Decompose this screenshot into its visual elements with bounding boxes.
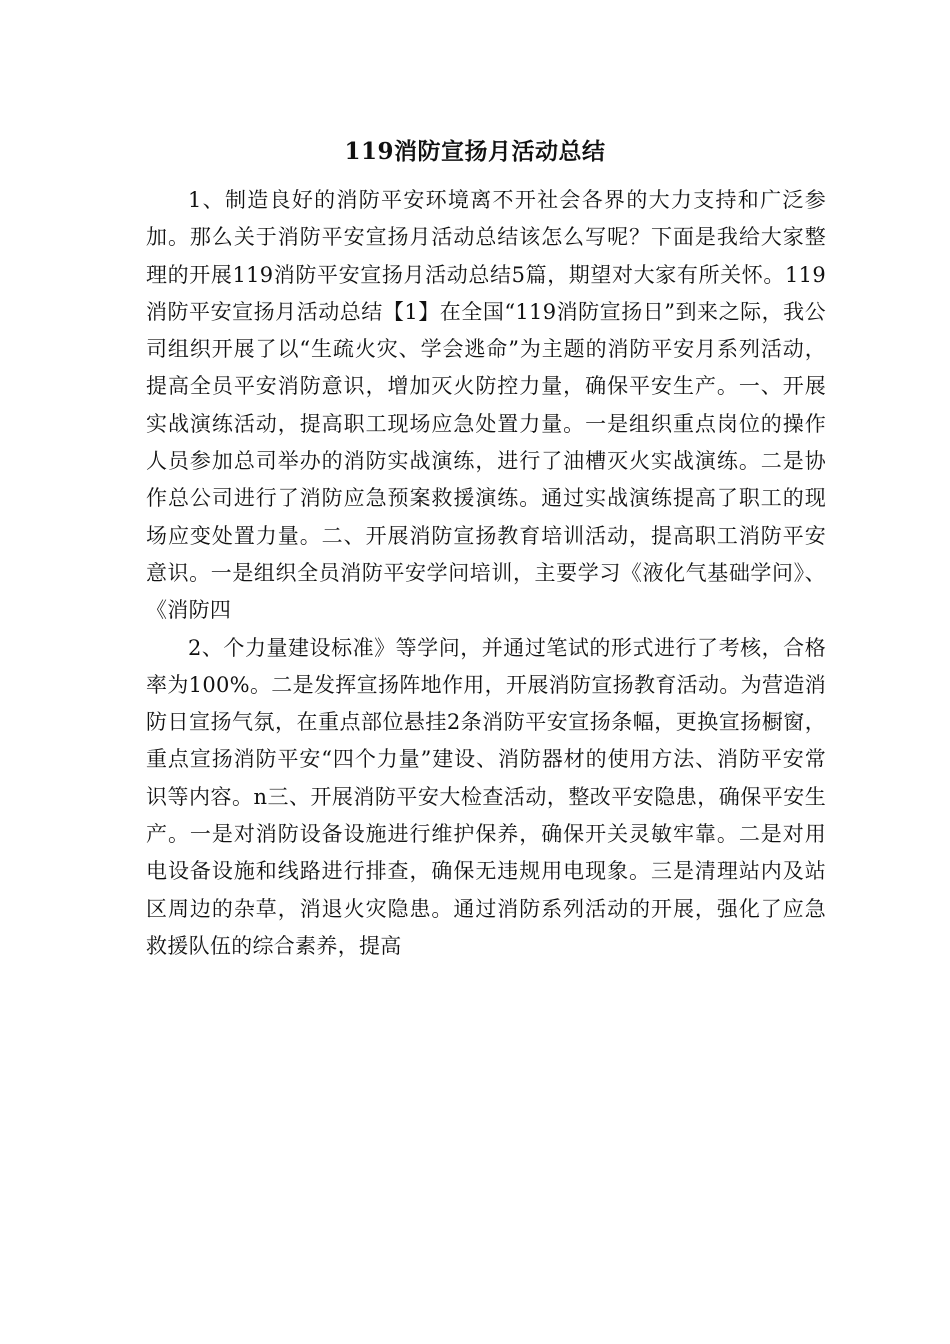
paragraph-1: 1、制造良好的消防平安环境离不开社会各界的大力支持和广泛参加。那么关于消防平安宣扬月活动总结该怎么写呢？下面是我给大家整理的开展119消防平安宣扬月活动总结5篇，期望对大家有所关怀。119消防平安宣扬月活动总结【1】在全国“119消防宣扬日”到来之际，我公司组织开展了以“生疏火灾、学会逃命”为主题的消防平安月系列活动，提高全员平安消防意识，增加灭火防控力量，确保平安生产。一、开展实战演练活动，提高职工现场应急处置力量。一是组织重点岗位的操作人员参加总司举办的消防实战演练，进行了油槽灭火实战演练。二是协作总公司进行了消防应急预案救援演练。通过实战演练提高了职工的现场应变处置力量。二、开展消防宣扬教育培训活动，提高职工消防平安意识。一是组织全员消防平安学问培训，主要学习《液化气基础学问》、《消防四 xyxy=(146,188,826,623)
document-body xyxy=(146,182,826,965)
paragraph-2: 2、个力量建设标准》等学问，并通过笔试的形式进行了考核，合格率为100%。二是发挥宣扬阵地作用，开展消防宣扬教育活动。为营造消防日宣扬气氛，在重点部位悬挂2条消防平安宣扬条幅，更换宣扬橱窗，重点宣扬消防平安“四个力量”建设、消防器材的使用方法、消防平安常识等内容。n三、开展消防平安大检查活动，整改平安隐患，确保平安生产。一是对消防设备设施进行维护保养，确保开关灵敏牢靠。二是对用电设备设施和线路进行排查，确保无违规用电现象。三是清理站内及站区周边的杂草，消退火灾隐患。通过消防系列活动的开展，强化了应急救援队伍的综合素养，提高 xyxy=(146,635,826,958)
document-title: 119消防宣扬月活动总结 xyxy=(344,138,606,165)
